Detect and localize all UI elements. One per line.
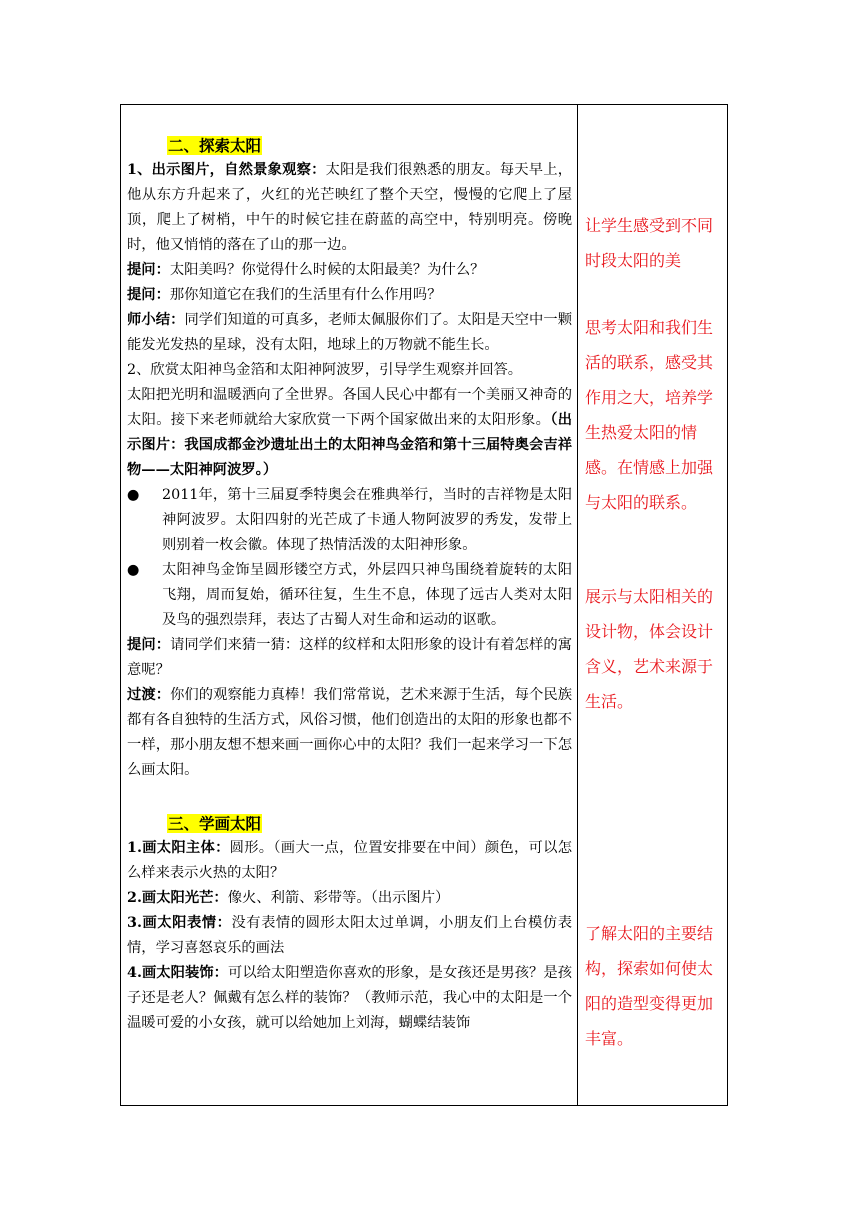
column-divider bbox=[577, 105, 578, 1105]
bullet-dot: ● bbox=[127, 562, 140, 578]
step-4: 4.画太阳装饰：可以给太阳塑造你喜欢的形象，是女孩还是男孩？是孩子还是老人？佩戴有怎么样的装饰？（教师示范，我心中的太阳是一个温暖可爱的小女孩，就可以给她加上刘海，蝴蝶结装饰 bbox=[127, 965, 572, 1031]
bullet-dot: ● bbox=[127, 487, 140, 503]
lesson-table bbox=[120, 104, 728, 1106]
paragraph-appreciate: 2、欣赏太阳神鸟金箔和太阳神阿波罗，引导学生观察并回答。 bbox=[127, 362, 523, 378]
transition: 过渡：你们的观察能力真棒！我们常常说，艺术来源于生活，每个民族都有各自独特的生活方式，风俗习惯，他们创造出的太阳的形象也都不一样，那小朋友想不想来画一画你心中的太阳？我们一起来学习一下怎么画太阳。 bbox=[127, 687, 573, 778]
note-time-beauty: 让学生感受到不同时段太阳的美 bbox=[585, 216, 714, 270]
teacher-summary: 师小结：同学们知道的可真多，老师太佩服你们了。太阳是天空中一颗能发光发热的星球，没有太阳，地球上的万物就不能生长。 bbox=[127, 312, 573, 353]
step-3: 3.画太阳表情：没有表情的圆形太阳太过单调，小朋友们上台模仿表情，学习喜怒哀乐的画法 bbox=[127, 915, 572, 956]
bullet-sun-bird: ● 太阳神鸟金饰呈圆形镂空方式，外层四只神鸟围绕着旋转的太阳飞翔，周而复始，循环往复，生生不息，体现了远古人类对太阳及鸟的强烈崇拜，表达了古蜀人对生命和运动的讴歌。 bbox=[127, 558, 572, 633]
question-3: 提问：请同学们来猜一猜：这样的纹样和太阳形象的设计有着怎样的寓意呢？ bbox=[127, 637, 573, 678]
question-2: 提问：那你知道它在我们的生活里有什么作用吗？ bbox=[127, 287, 442, 303]
note-connection: 思考太阳和我们生活的联系，感受其作用之大，培养学生热爱太阳的情感。在情感上加强与太阳的联系。 bbox=[585, 318, 714, 512]
spacer bbox=[127, 783, 572, 811]
bullet-apollo: ● 2011年，第十三届夏季特奥会在雅典举行，当时的吉祥物是太阳神阿波罗。太阳四射的光芒成了卡通人物阿波罗的秀发，发带上则别着一枚会徽。体现了热情活泼的太阳神形象。 bbox=[127, 483, 572, 558]
note-design: 展示与太阳相关的设计物，体会设计含义，艺术来源于生活。 bbox=[585, 587, 714, 711]
question-1: 提问：太阳美吗？你觉得什么时候的太阳最美？为什么？ bbox=[127, 262, 485, 278]
step-1: 1.画太阳主体：圆形。（画大一点，位置安排要在中间）颜色，可以怎么样来表示火热的太阳？ bbox=[127, 840, 572, 881]
section-heading-draw-sun: 三、学画太阳 bbox=[168, 814, 262, 833]
step-2: 2.画太阳光芒：像火、利箭、彩带等。（出示图片） bbox=[127, 890, 450, 906]
section-heading-explore-sun: 二、探索太阳 bbox=[168, 136, 262, 155]
paragraph-observe: 1、出示图片，自然景象观察：太阳是我们很熟悉的朋友。每天早上，他从东方升起来了，火红的光芒映红了整个天空，慢慢的它爬上了屋顶，爬上了树梢，中午的时候它挂在蔚蓝的高空中，特别明亮。傍晚时，他又悄悄的落在了山的那一边。 bbox=[127, 162, 572, 253]
lesson-content-column bbox=[127, 133, 572, 1036]
paragraph-intro-images: 太阳把光明和温暖洒向了全世界。各国人民心中都有一个美丽又神奇的太阳。接下来老师就给大家欣赏一下两个国家做出来的太阳形象。（出示图片：我国成都金沙遗址出土的太阳神鸟金箔和第十三届特奥会吉祥物——太阳神阿波罗。） bbox=[127, 387, 572, 478]
note-structure: 了解太阳的主要结构，探索如何使太阳的造型变得更加丰富。 bbox=[585, 924, 714, 1048]
